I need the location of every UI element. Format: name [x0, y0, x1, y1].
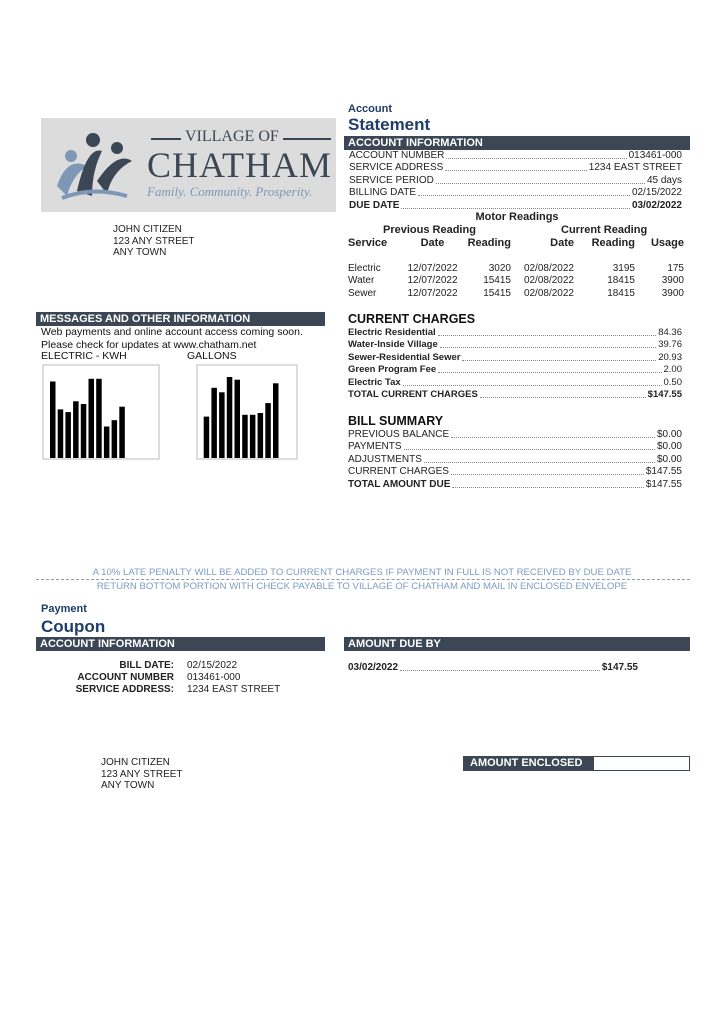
row-value: 39.76 [658, 339, 682, 350]
summary-row [348, 441, 682, 454]
service-period-row [349, 174, 682, 187]
chart-bar [96, 379, 102, 458]
electric-usage-chart [42, 364, 160, 460]
cell: 18415 [607, 287, 635, 299]
cell: 12/07/2022 [407, 287, 458, 299]
chart-bar [242, 415, 248, 458]
summary-row [348, 453, 682, 466]
chart-bar [73, 401, 79, 458]
row-value: $0.00 [656, 453, 682, 465]
customer-town: ANY TOWN [113, 247, 167, 258]
cell: 12/07/2022 [407, 262, 458, 274]
row-label: Electric Tax [348, 376, 401, 388]
cell: 15415 [483, 287, 511, 299]
coupon-account-number-row [40, 672, 300, 684]
cell: 175 [667, 262, 684, 274]
late-penalty-notice: A 10% LATE PENALTY WILL BE ADDED TO CURRENT CHARGES IF PAYMENT IN FULL IS NOT RECEIVED BY DUE DATE [92, 567, 632, 578]
coupon-customer-name: JOHN CITIZEN [101, 757, 170, 768]
row-label: SERVICE PERIOD [349, 174, 434, 186]
row-value: $0.00 [656, 428, 682, 440]
cell: 18415 [607, 275, 635, 287]
coupon-account-number-label: ACCOUNT NUMBER [77, 672, 174, 683]
motor-readings-table [348, 236, 684, 300]
charge-row [348, 326, 682, 339]
logo-line2: CHATHAM [147, 145, 333, 185]
coupon-amount-header: AMOUNT DUE BY [344, 637, 690, 651]
table-row [348, 287, 684, 300]
row-value: 0.50 [663, 376, 682, 388]
cell: 15415 [483, 275, 511, 287]
chart-bar [58, 409, 64, 458]
chart-bar [273, 383, 279, 458]
cell: 3195 [612, 262, 635, 274]
row-label: Green Program Fee [348, 364, 437, 375]
cell: 12/07/2022 [407, 275, 458, 287]
charge-row [348, 351, 682, 364]
row-value: 2.00 [663, 364, 682, 375]
customer-name: JOHN CITIZEN [113, 224, 182, 235]
coupon-due-date: 03/02/2022 [348, 661, 399, 673]
chart-bar [219, 392, 225, 458]
logo-tagline: Family. Community. Prosperity. [147, 184, 313, 199]
due-date-row [349, 199, 682, 212]
row-label: PAYMENTS [348, 441, 402, 452]
charge-row [348, 376, 682, 389]
chart-bar [104, 427, 110, 459]
account-number-row [349, 149, 682, 162]
row-value: 013461-000 [628, 149, 682, 161]
tear-line [36, 579, 690, 580]
chart-bar [81, 404, 87, 458]
row-value: 1234 EAST STREET [588, 162, 682, 173]
logo-line1: VILLAGE OF [181, 128, 283, 146]
messages-body [41, 326, 303, 351]
cell: Water [348, 275, 375, 287]
customer-address [113, 224, 195, 259]
row-value: 03/02/2022 [631, 199, 682, 211]
electric-chart-title: ELECTRIC - KWH [41, 350, 127, 362]
cell: 02/08/2022 [523, 287, 574, 299]
coupon-customer-town: ANY TOWN [101, 780, 155, 791]
bill-summary-title: BILL SUMMARY [348, 414, 444, 428]
coupon-due-row [348, 661, 638, 674]
current-charges-title: CURRENT CHARGES [348, 312, 476, 326]
row-label: BILLING DATE [349, 187, 417, 198]
col-prev-reading: Reading [467, 237, 511, 249]
motor-readings-title: Motor Readings [475, 211, 559, 223]
table-row [348, 262, 684, 275]
account-info-header: ACCOUNT INFORMATION [344, 136, 690, 150]
row-label: PREVIOUS BALANCE [348, 428, 450, 440]
col-prev-date: Date [420, 237, 445, 249]
coupon-bill-date-value: 02/15/2022 [187, 660, 238, 671]
chart-bar [235, 380, 241, 458]
amount-enclosed-label: AMOUNT ENCLOSED [464, 757, 594, 770]
table-header-row [348, 236, 684, 250]
coupon-service-address-value: 1234 EAST STREET [187, 684, 281, 695]
message-line: Please check for updates at www.chatham.net [41, 338, 257, 351]
chart-bar [258, 413, 264, 458]
cell: Electric [348, 262, 381, 274]
row-value: $147.55 [645, 478, 682, 490]
chart-bar [211, 388, 217, 458]
row-value: $147.55 [645, 466, 682, 477]
charge-row [348, 339, 682, 352]
summary-row [348, 466, 682, 479]
charge-row [348, 364, 682, 377]
row-value: 02/15/2022 [631, 187, 682, 198]
col-curr-reading: Reading [591, 237, 635, 249]
row-label: ACCOUNT NUMBER [349, 149, 445, 161]
chart-bar [227, 377, 233, 458]
current-reading-group: Current Reading [561, 224, 648, 236]
row-value: 20.93 [658, 351, 682, 363]
coupon-due-amount: $147.55 [601, 661, 638, 673]
row-value: 84.36 [658, 326, 682, 338]
coupon-title: Coupon [41, 617, 106, 636]
coupon-label-small: Payment [41, 603, 87, 615]
statement-title: Statement [348, 115, 431, 134]
chart-bar [89, 379, 95, 458]
table-row [348, 275, 684, 288]
coupon-service-address-label: SERVICE ADDRESS: [75, 684, 174, 695]
coupon-amount-due [348, 661, 638, 674]
row-label: ADJUSTMENTS [348, 453, 422, 465]
row-value: $0.00 [656, 441, 682, 452]
chart-bar [65, 412, 71, 458]
coupon-bill-date-label: BILL DATE: [119, 660, 174, 671]
coupon-bill-date-row [40, 660, 300, 672]
coupon-mailing-address [101, 757, 183, 792]
message-line: Web payments and online account access coming soon. [41, 326, 303, 338]
cell: 3020 [488, 262, 511, 274]
row-label: Electric Residential [348, 326, 436, 338]
service-address-row [349, 162, 682, 175]
chart-bar [204, 417, 210, 458]
amount-enclosed-box [463, 756, 690, 771]
customer-street: 123 ANY STREET [113, 235, 195, 247]
chart-bar [265, 403, 271, 458]
row-value: $147.55 [647, 389, 682, 400]
messages-header: MESSAGES AND OTHER INFORMATION [36, 312, 325, 326]
row-label: CURRENT CHARGES [348, 466, 449, 477]
gallons-chart-title: GALLONS [187, 350, 237, 362]
cell: 02/08/2022 [523, 262, 574, 274]
return-portion-notice: RETURN BOTTOM PORTION WITH CHECK PAYABLE TO VILLAGE OF CHATHAM AND MAIL IN ENCLOSED ENVELOPE [96, 581, 628, 592]
row-label: SERVICE ADDRESS [349, 162, 444, 173]
chart-bar [50, 382, 56, 459]
row-label: DUE DATE [349, 199, 400, 211]
row-label: Water-Inside Village [348, 339, 438, 350]
row-value: 45 days [646, 174, 682, 186]
cell: 3900 [661, 275, 684, 287]
col-usage: Usage [650, 237, 684, 249]
col-service: Service [348, 237, 388, 249]
coupon-account-details [40, 660, 300, 696]
chart-bar [119, 407, 125, 458]
bill-summary-list [348, 428, 682, 491]
village-logo [41, 118, 336, 212]
family-figures-icon [47, 126, 137, 206]
row-label: TOTAL CURRENT CHARGES [348, 389, 478, 400]
coupon-service-address-row [40, 684, 300, 696]
chart-bar [250, 415, 256, 458]
chart-bar [112, 420, 118, 458]
coupon-account-number-value: 013461-000 [187, 672, 241, 683]
row-label: TOTAL AMOUNT DUE [348, 478, 451, 490]
billing-date-row [349, 187, 682, 200]
total-charges-row [348, 389, 682, 402]
previous-reading-group: Previous Reading [383, 224, 476, 236]
account-info-list [349, 149, 682, 212]
cell: 02/08/2022 [523, 275, 574, 287]
current-charges-list [348, 326, 682, 401]
summary-row [348, 428, 682, 441]
total-due-row [348, 478, 682, 491]
coupon-customer-street: 123 ANY STREET [101, 768, 183, 780]
coupon-account-header: ACCOUNT INFORMATION [36, 637, 325, 651]
gallons-usage-chart [196, 364, 298, 460]
cell: Sewer [348, 287, 377, 299]
amount-enclosed-field[interactable] [594, 757, 689, 770]
row-label: Sewer-Residential Sewer [348, 351, 461, 363]
col-curr-date: Date [550, 237, 574, 249]
cell: 3900 [661, 287, 684, 299]
statement-label-small: Account [348, 103, 392, 115]
